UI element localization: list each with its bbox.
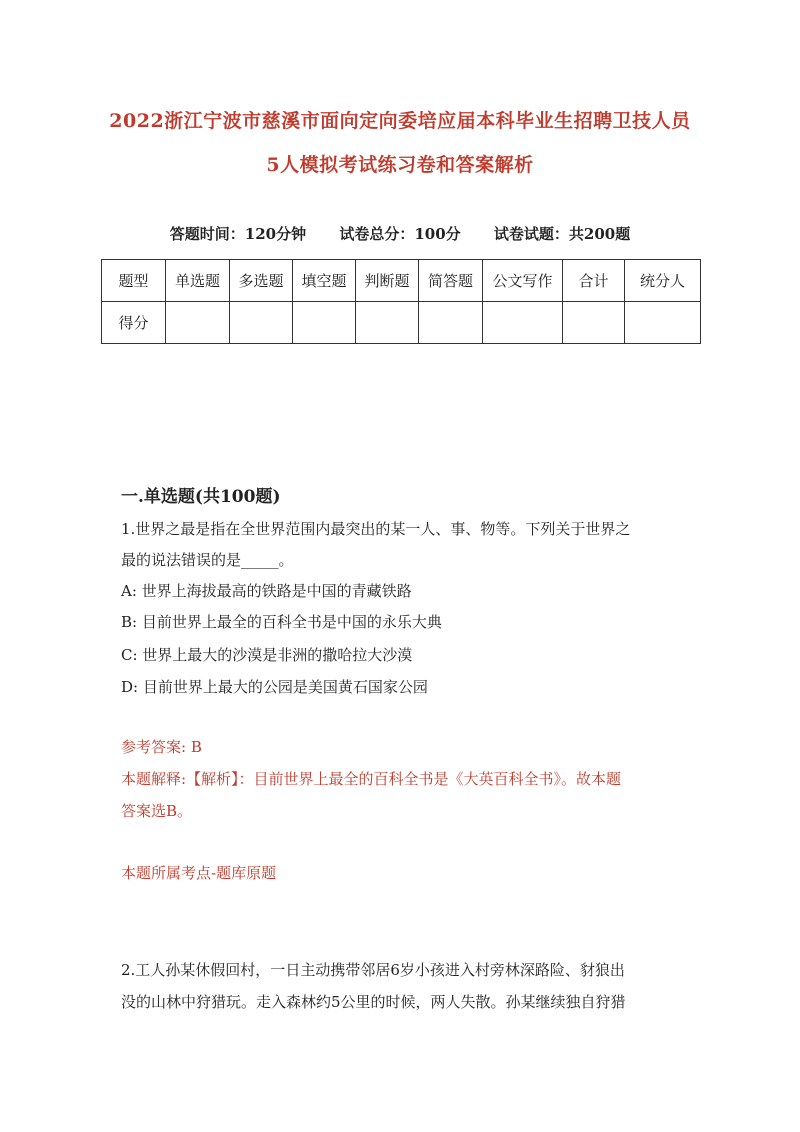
score-table-header: 简答题	[419, 260, 483, 302]
section-heading: 一.单选题(共100题)	[121, 487, 281, 507]
score-table-header: 统分人	[625, 260, 701, 302]
score-table-header: 判断题	[356, 260, 419, 302]
q1-stem-line2: 最的说法错误的是_____。	[121, 551, 294, 569]
score-cell[interactable]	[483, 302, 563, 344]
q1-source: 本题所属考点-题库原题	[121, 864, 277, 882]
q1-option-a: A: 世界上海拔最高的铁路是中国的青藏铁路	[121, 582, 412, 600]
score-table-header: 合计	[563, 260, 625, 302]
score-cell[interactable]	[625, 302, 701, 344]
score-table-header: 多选题	[230, 260, 293, 302]
score-table-header: 公文写作	[483, 260, 563, 302]
exam-time: 答题时间：120分钟	[169, 225, 307, 243]
score-table-header: 题型	[102, 260, 166, 302]
score-cell[interactable]	[293, 302, 356, 344]
q2-stem-line2: 没的山林中狩猎玩。走入森林约5公里的时候，两人失散。孙某继续独自狩猎	[121, 993, 626, 1011]
q1-answer: 参考答案: B	[121, 738, 202, 756]
score-row-label: 得分	[102, 302, 166, 344]
q1-analysis-line2: 答案选B。	[121, 802, 193, 820]
q1-option-c: C: 世界上最大的沙漠是非洲的撒哈拉大沙漠	[121, 646, 413, 664]
score-table-header: 填空题	[293, 260, 356, 302]
exam-question-count: 试卷试题：共200题	[493, 225, 631, 243]
score-table-header: 单选题	[166, 260, 230, 302]
exam-meta	[60, 223, 740, 244]
score-cell[interactable]	[419, 302, 483, 344]
q1-analysis-line1: 本题解释:【解析】：目前世界上最全的百科全书是《大英百科全书》。故本题	[121, 770, 622, 788]
score-cell[interactable]	[356, 302, 419, 344]
q1-stem-line1: 1.世界之最是指在全世界范围内最突出的某一人、事、物等。下列关于世界之	[121, 520, 631, 538]
q1-option-d: D: 目前世界上最大的公园是美国黄石国家公园	[121, 678, 428, 696]
score-table-header-row	[102, 260, 701, 302]
score-cell[interactable]	[563, 302, 625, 344]
q2-stem-line1: 2.工人孙某休假回村，一日主动携带邻居6岁小孩进入村旁林深路险、豺狼出	[121, 961, 625, 979]
exam-title-line2: 5人模拟考试练习卷和答案解析	[266, 154, 534, 176]
score-table	[101, 259, 701, 344]
score-table-score-row	[102, 302, 701, 344]
exam-title-line1: 2022浙江宁波市慈溪市面向定向委培应届本科毕业生招聘卫技人员	[109, 110, 691, 132]
q1-option-b: B: 目前世界上最全的百科全书是中国的永乐大典	[121, 613, 442, 631]
score-cell[interactable]	[230, 302, 293, 344]
exam-total-score: 试卷总分：100分	[339, 225, 461, 243]
score-cell[interactable]	[166, 302, 230, 344]
